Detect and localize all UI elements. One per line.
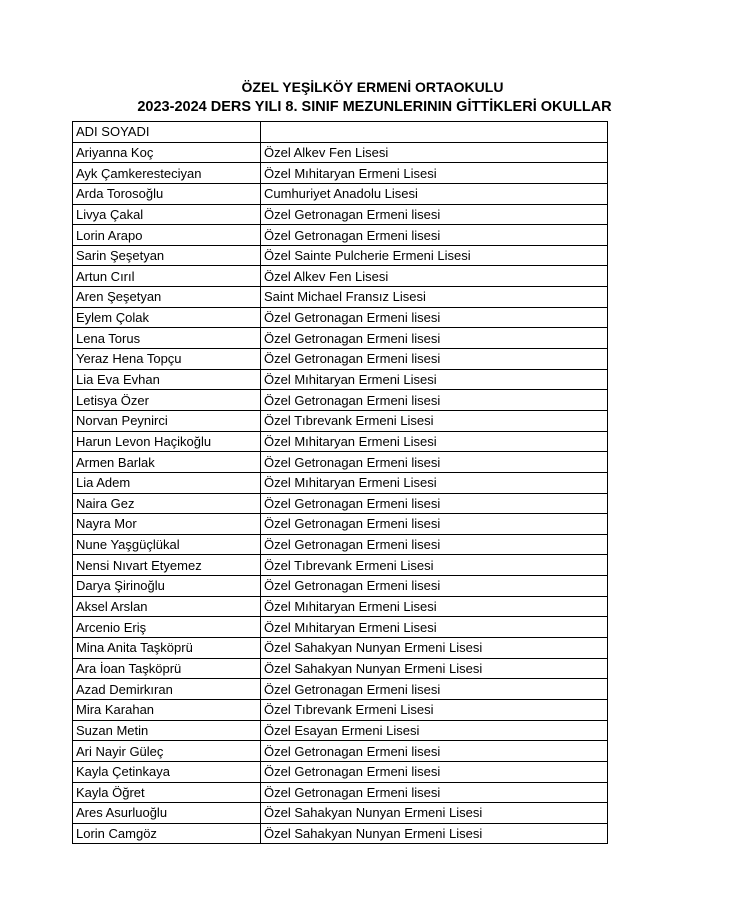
student-name: Kayla Öğret: [73, 782, 261, 803]
school-name: Özel Mıhitaryan Ermeni Lisesi: [261, 596, 608, 617]
school-name: Özel Tıbrevank Ermeni Lisesi: [261, 699, 608, 720]
student-name: Lia Adem: [73, 472, 261, 493]
table-row: [73, 204, 608, 225]
student-name: Harun Levon Haçikoğlu: [73, 431, 261, 452]
table-row: [73, 225, 608, 246]
student-name: Ayk Çamkeresteciyan: [73, 163, 261, 184]
table-row: [73, 679, 608, 700]
table-row: [73, 369, 608, 390]
header-name: ADI SOYADI: [73, 122, 261, 143]
student-name: Lena Torus: [73, 328, 261, 349]
table-row: [73, 493, 608, 514]
table-row: [73, 245, 608, 266]
table-row: [73, 163, 608, 184]
table-row: [73, 431, 608, 452]
school-name: Özel Getronagan Ermeni lisesi: [261, 761, 608, 782]
table-row: [73, 761, 608, 782]
school-name: Özel Mıhitaryan Ermeni Lisesi: [261, 472, 608, 493]
school-name: Özel Alkev Fen Lisesi: [261, 142, 608, 163]
student-name: Nune Yaşgüçlükal: [73, 534, 261, 555]
school-name: Özel Getronagan Ermeni lisesi: [261, 307, 608, 328]
student-name: Lorin Camgöz: [73, 823, 261, 844]
table-row: [73, 638, 608, 659]
student-name: Nensi Nıvart Etyemez: [73, 555, 261, 576]
student-name: Arda Torosoğlu: [73, 183, 261, 204]
school-name: Özel Getronagan Ermeni lisesi: [261, 534, 608, 555]
school-name: Özel Sainte Pulcherie Ermeni Lisesi: [261, 245, 608, 266]
school-name: Saint Michael Fransız Lisesi: [261, 287, 608, 308]
table-row: [73, 782, 608, 803]
table-row: [73, 183, 608, 204]
table-row: [73, 803, 608, 824]
student-name: Nayra Mor: [73, 514, 261, 535]
table-row: [73, 596, 608, 617]
document-title: ÖZEL YEŞİLKÖY ERMENİ ORTAOKULU: [241, 79, 504, 95]
table-row: [73, 287, 608, 308]
student-name: Eylem Çolak: [73, 307, 261, 328]
school-name: Özel Getronagan Ermeni lisesi: [261, 782, 608, 803]
student-name: Kayla Çetinkaya: [73, 761, 261, 782]
student-name: Lorin Arapo: [73, 225, 261, 246]
student-name: Livya Çakal: [73, 204, 261, 225]
student-name: Arcenio Eriş: [73, 617, 261, 638]
school-name: Özel Getronagan Ermeni lisesi: [261, 390, 608, 411]
school-name: Özel Sahakyan Nunyan Ermeni Lisesi: [261, 658, 608, 679]
table-row: [73, 658, 608, 679]
table-row: [73, 720, 608, 741]
school-name: Özel Getronagan Ermeni lisesi: [261, 514, 608, 535]
table-header-row: [73, 122, 608, 143]
student-name: Artun Cırıl: [73, 266, 261, 287]
table-row: [73, 349, 608, 370]
student-name: Norvan Peynirci: [73, 410, 261, 431]
school-name: Özel Mıhitaryan Ermeni Lisesi: [261, 369, 608, 390]
table-body: [73, 142, 608, 844]
table-row: [73, 514, 608, 535]
table-row: [73, 472, 608, 493]
student-name: Ari Nayir Güleç: [73, 741, 261, 762]
student-name: Ara İoan Taşköprü: [73, 658, 261, 679]
student-name: Yeraz Hena Topçu: [73, 349, 261, 370]
student-name: Suzan Metin: [73, 720, 261, 741]
school-name: Özel Sahakyan Nunyan Ermeni Lisesi: [261, 823, 608, 844]
student-name: Aren Şeşetyan: [73, 287, 261, 308]
school-name: Özel Getronagan Ermeni lisesi: [261, 493, 608, 514]
graduates-table: [72, 121, 608, 844]
student-name: Darya Şirinoğlu: [73, 576, 261, 597]
table-row: [73, 699, 608, 720]
table-row: [73, 390, 608, 411]
table-row: [73, 266, 608, 287]
table-row: [73, 555, 608, 576]
student-name: Azad Demirkıran: [73, 679, 261, 700]
document-subtitle: 2023-2024 DERS YILI 8. SINIF MEZUNLERININ GİTTİKLERİ OKULLAR: [137, 99, 612, 115]
table-row: [73, 452, 608, 473]
table-row: [73, 328, 608, 349]
student-name: Ares Asurluoğlu: [73, 803, 261, 824]
school-name: Özel Getronagan Ermeni lisesi: [261, 225, 608, 246]
student-name: Naira Gez: [73, 493, 261, 514]
student-name: Armen Barlak: [73, 452, 261, 473]
school-name: Özel Tıbrevank Ermeni Lisesi: [261, 410, 608, 431]
school-name: Özel Getronagan Ermeni lisesi: [261, 576, 608, 597]
student-name: Letisya Özer: [73, 390, 261, 411]
school-name: Özel Getronagan Ermeni lisesi: [261, 679, 608, 700]
table-row: [73, 534, 608, 555]
table-row: [73, 741, 608, 762]
table-row: [73, 617, 608, 638]
school-name: Özel Getronagan Ermeni lisesi: [261, 328, 608, 349]
school-name: Özel Tıbrevank Ermeni Lisesi: [261, 555, 608, 576]
table-row: [73, 307, 608, 328]
student-name: Mira Karahan: [73, 699, 261, 720]
table-row: [73, 410, 608, 431]
school-name: Özel Alkev Fen Lisesi: [261, 266, 608, 287]
table-row: [73, 576, 608, 597]
table-row: [73, 142, 608, 163]
header-school: [261, 122, 608, 143]
school-name: Özel Getronagan Ermeni lisesi: [261, 349, 608, 370]
student-name: Mina Anita Taşköprü: [73, 638, 261, 659]
school-name: Özel Mıhitaryan Ermeni Lisesi: [261, 163, 608, 184]
student-name: Sarin Şeşetyan: [73, 245, 261, 266]
student-name: Aksel Arslan: [73, 596, 261, 617]
school-name: Özel Getronagan Ermeni lisesi: [261, 452, 608, 473]
school-name: Özel Getronagan Ermeni lisesi: [261, 741, 608, 762]
table-row: [73, 823, 608, 844]
school-name: Özel Sahakyan Nunyan Ermeni Lisesi: [261, 803, 608, 824]
school-name: Özel Mıhitaryan Ermeni Lisesi: [261, 431, 608, 452]
school-name: Özel Mıhitaryan Ermeni Lisesi: [261, 617, 608, 638]
student-name: Lia Eva Evhan: [73, 369, 261, 390]
student-name: Ariyanna Koç: [73, 142, 261, 163]
school-name: Cumhuriyet Anadolu Lisesi: [261, 183, 608, 204]
school-name: Özel Esayan Ermeni Lisesi: [261, 720, 608, 741]
school-name: Özel Sahakyan Nunyan Ermeni Lisesi: [261, 638, 608, 659]
school-name: Özel Getronagan Ermeni lisesi: [261, 204, 608, 225]
